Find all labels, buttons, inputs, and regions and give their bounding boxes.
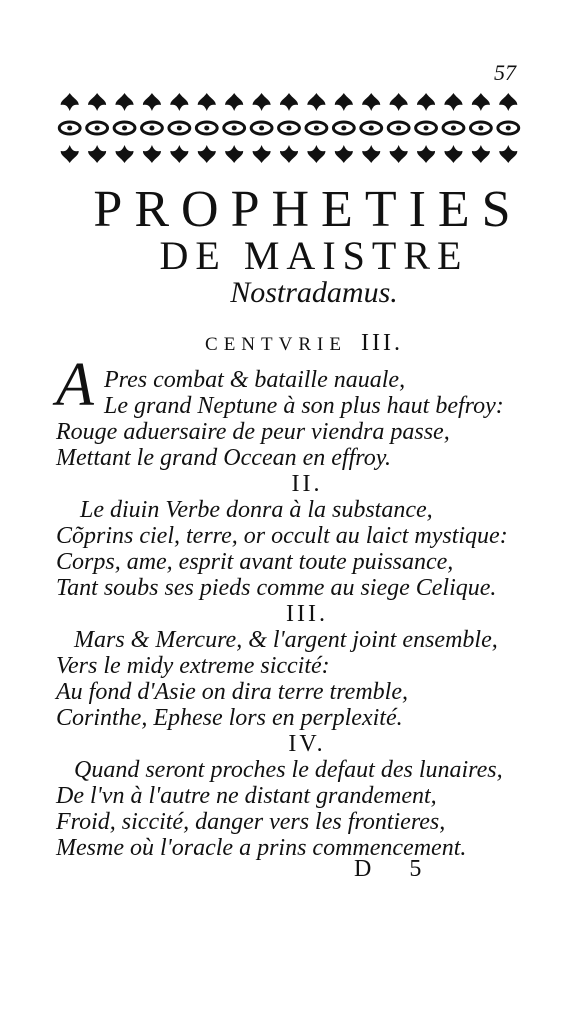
- verse-line: Vers le midy extreme siccité:: [56, 653, 330, 679]
- fleuron-border-ornament: [56, 88, 522, 170]
- ornament-dot: [451, 126, 456, 131]
- quatrain-number: II.: [291, 471, 323, 497]
- fleur-de-lis-icon: [61, 145, 79, 163]
- fleur-de-lis-icon: [335, 145, 353, 163]
- ornament-dot: [177, 126, 182, 131]
- verse-line: De l'vn à l'autre ne distant grandement,: [56, 783, 437, 809]
- fleur-de-lis-icon: [417, 145, 435, 163]
- century-number: III.: [360, 330, 403, 356]
- fleur-de-lis-icon: [307, 145, 325, 163]
- verse-line: Mesme où l'oracle a prins commencement.: [56, 835, 467, 861]
- quatrain-number: IV.: [288, 731, 326, 757]
- ornament-dot: [369, 126, 374, 131]
- drop-cap: A: [56, 351, 94, 419]
- fleur-de-lis-icon: [225, 93, 243, 111]
- fleur-de-lis-icon: [198, 93, 216, 111]
- verse-line: Corinthe, Ephese lors en perplexité.: [56, 705, 403, 731]
- verse-line: Froid, siccité, danger vers les frontieres,: [56, 809, 446, 835]
- fleur-de-lis-icon: [116, 145, 134, 163]
- verse-line: Mettant le grand Occean en effroy.: [56, 445, 392, 471]
- ornament-dot: [424, 126, 429, 131]
- fleur-de-lis-icon: [88, 93, 106, 111]
- ornament-dot: [95, 126, 100, 131]
- verse-line: Le diuin Verbe donra à la substance,: [80, 497, 433, 523]
- verse-line: Cõprins ciel, terre, or occult au laict mystique:: [56, 523, 508, 549]
- ornament-dot: [232, 126, 237, 131]
- fleur-de-lis-icon: [390, 93, 408, 111]
- fleur-de-lis-icon: [116, 93, 134, 111]
- verse-line: Corps, ame, esprit avant toute puissance,: [56, 549, 454, 575]
- fleur-de-lis-icon: [88, 145, 106, 163]
- verse-line: Pres combat & bataille nauale,: [104, 367, 406, 393]
- fleur-de-lis-icon: [472, 145, 490, 163]
- ornament-dot: [341, 126, 346, 131]
- title-line-2: DE MAISTRE: [159, 233, 469, 278]
- fleur-de-lis-icon: [253, 145, 271, 163]
- fleur-de-lis-icon: [61, 93, 79, 111]
- fleur-de-lis-icon: [417, 93, 435, 111]
- verse-line: Quand seront proches le defaut des lunaires,: [74, 757, 503, 783]
- fleur-de-lis-icon: [170, 93, 188, 111]
- fleur-de-lis-icon: [499, 145, 517, 163]
- fleur-de-lis-icon: [444, 145, 462, 163]
- title-line-1: PROPHETIES: [93, 181, 523, 238]
- ornament-dot: [122, 126, 127, 131]
- fleur-de-lis-icon: [499, 93, 517, 111]
- ornament-dot: [287, 126, 292, 131]
- verse-line: Au fond d'Asie on dira terre tremble,: [56, 679, 408, 705]
- fleur-de-lis-icon: [362, 93, 380, 111]
- fleur-de-lis-icon: [225, 145, 243, 163]
- fleur-de-lis-icon: [362, 145, 380, 163]
- verse-line: Mars & Mercure, & l'argent joint ensemble,: [74, 627, 498, 653]
- fleur-de-lis-icon: [143, 93, 161, 111]
- page-number: 57: [494, 60, 516, 85]
- fleur-de-lis-icon: [390, 145, 408, 163]
- fleur-de-lis-icon: [143, 145, 161, 163]
- ornament-dot: [478, 126, 483, 131]
- verse-line: Tant soubs ses pieds comme au siege Celique.: [56, 575, 497, 601]
- ornament-dot: [149, 126, 154, 131]
- quatrain-number: III.: [286, 601, 328, 627]
- fleur-de-lis-icon: [307, 93, 325, 111]
- ornament-dot: [506, 126, 511, 131]
- fleur-de-lis-icon: [198, 145, 216, 163]
- ornament-dot: [396, 126, 401, 131]
- title-line-3: Nostradamus.: [230, 276, 398, 309]
- fleur-de-lis-icon: [253, 93, 271, 111]
- ornament-dot: [314, 126, 319, 131]
- century-label: CENTVRIE: [205, 334, 347, 355]
- ornament-dot: [204, 126, 209, 131]
- verse-line: Rouge aduersaire de peur viendra passe,: [56, 419, 450, 445]
- fleur-de-lis-icon: [335, 93, 353, 111]
- fleur-de-lis-icon: [280, 93, 298, 111]
- ornament-dot: [259, 126, 264, 131]
- signature-mark: D 5: [354, 856, 438, 882]
- fleur-de-lis-icon: [444, 93, 462, 111]
- fleur-de-lis-icon: [472, 93, 490, 111]
- ornament-dot: [67, 126, 72, 131]
- verse-line: Le grand Neptune à son plus haut befroy:: [104, 393, 504, 419]
- fleur-de-lis-icon: [280, 145, 298, 163]
- fleur-de-lis-icon: [170, 145, 188, 163]
